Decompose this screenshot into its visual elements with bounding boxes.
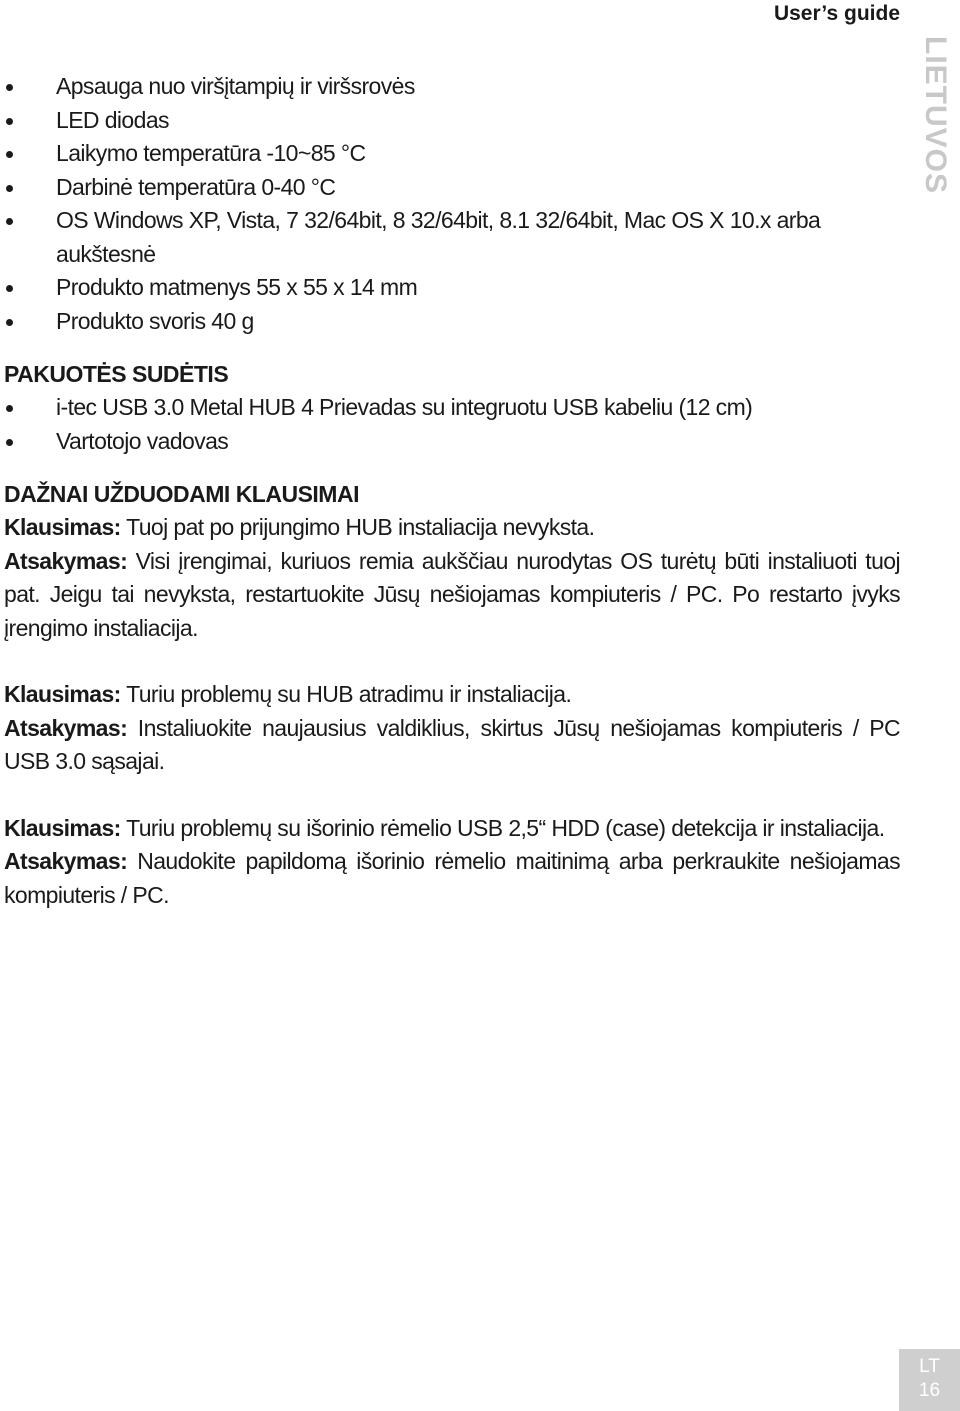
list-item — [4, 204, 900, 271]
page-number-badge — [899, 1349, 960, 1411]
list-item — [4, 70, 900, 104]
faq-answer — [4, 845, 900, 912]
spec-text: Produkto matmenys 55 x 55 x 14 mm — [56, 274, 418, 300]
bullet-icon — [6, 218, 13, 225]
main-content — [4, 70, 900, 912]
bullet-icon — [6, 285, 13, 292]
list-item — [4, 104, 900, 138]
package-item-text: i-tec USB 3.0 Metal HUB 4 Prievadas su integruotu USB kabeliu (12 cm) — [56, 394, 753, 420]
faq-answer — [4, 712, 900, 779]
bullet-icon — [6, 439, 13, 446]
answer-text: Visi įrengimai, kuriuos remia aukščiau nurodytas OS turėtų būti instaliuoti tuoj pat. Jeigu tai nevyksta, restartuokite Jūsų nešiojamas kompiuteris / PC. Po restarto įvyks įrengimo instaliacija. — [4, 547, 900, 641]
language-side-tab — [914, 36, 954, 206]
faq-question — [4, 812, 900, 846]
faq-answer — [4, 545, 900, 646]
list-item — [4, 271, 900, 305]
question-label: Klausimas: — [4, 514, 121, 540]
language-side-tab-label: LIETUVOS — [919, 36, 952, 195]
spec-text: Produkto svoris 40 g — [56, 307, 254, 334]
bullet-icon — [6, 84, 13, 91]
answer-text: Instaliuokite naujausius valdiklius, skirtus Jūsų nešiojamas kompiuteris / PC USB 3.0 sąsajai. — [4, 714, 901, 774]
list-item — [4, 305, 900, 339]
language-code: LT — [919, 1356, 940, 1377]
bullet-icon — [6, 319, 13, 326]
list-item — [4, 171, 900, 205]
bullet-icon — [6, 118, 13, 125]
list-item — [4, 425, 900, 459]
question-text: Tuoj pat po prijungimo HUB instaliacija nevyksta. — [126, 514, 595, 540]
specs-list — [4, 70, 900, 338]
package-heading: PAKUOTĖS SUDĖTIS — [4, 361, 229, 387]
bullet-icon — [6, 405, 13, 412]
spec-text: OS Windows XP, Vista, 7 32/64bit, 8 32/64bit, 8.1 32/64bit, Mac OS X 10.x arba aukštesnė — [56, 207, 821, 267]
package-item-text: Vartotojo vadovas — [56, 427, 229, 454]
faq-heading: DAŽNAI UŽDUODAMI KLAUSIMAI — [4, 481, 359, 507]
question-label: Klausimas: — [4, 681, 121, 707]
spec-text: LED diodas — [56, 106, 169, 133]
list-item — [4, 137, 900, 171]
question-text: Turiu problemų su išorinio rėmelio USB 2,5“ HDD (case) detekcija ir instaliacija. — [126, 814, 885, 841]
package-list — [4, 391, 900, 458]
spec-text: Laikymo temperatūra -10~85 °C — [56, 140, 366, 166]
spec-text: Apsauga nuo viršįtampių ir viršsrovės — [56, 73, 415, 99]
question-label: Klausimas: — [4, 814, 121, 841]
answer-label: Atsakymas: — [4, 547, 128, 574]
question-text: Turiu problemų su HUB atradimu ir instaliacija. — [126, 681, 572, 707]
answer-label: Atsakymas: — [4, 714, 128, 741]
faq-question — [4, 678, 900, 712]
bullet-icon — [6, 151, 13, 158]
faq-question — [4, 511, 900, 545]
spec-text: Darbinė temperatūra 0-40 °C — [56, 173, 336, 200]
answer-text: Naudokite papildomą išorinio rėmelio maitinimą arba perkraukite nešiojamas kompiuteris / PC. — [4, 848, 900, 908]
page-header-title: User’s guide — [773, 2, 900, 25]
list-item — [4, 391, 900, 425]
bullet-icon — [6, 185, 13, 192]
answer-label: Atsakymas: — [4, 848, 128, 874]
page-number: 16 — [918, 1380, 941, 1401]
